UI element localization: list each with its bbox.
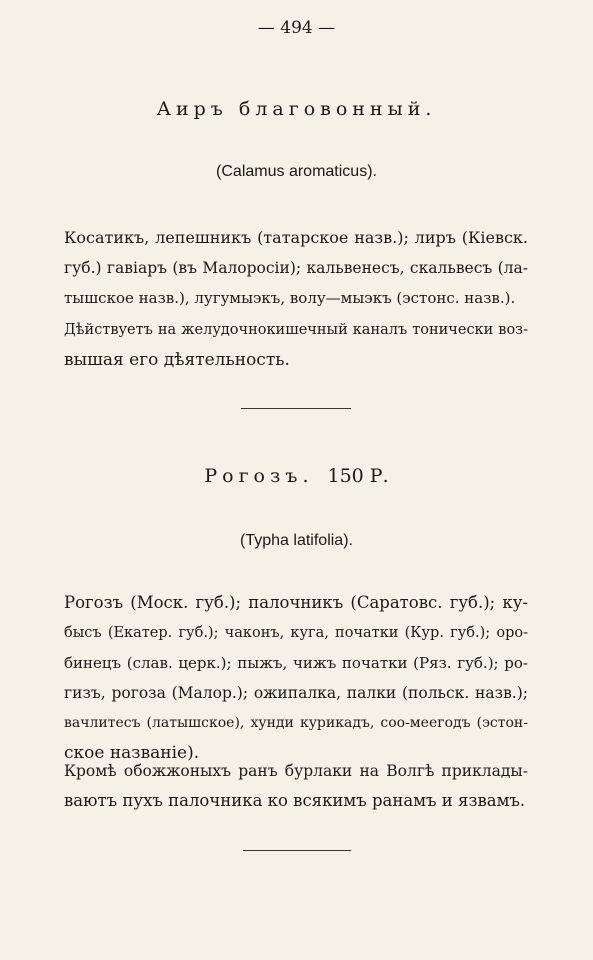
paragraph-rogoz-use: [64, 756, 528, 816]
text-line: Дѣйствуетъ на желудочнокишечный каналъ тонически воз-: [64, 322, 528, 338]
text-line: вачлитесъ (латышское), хунди курикадъ, соо-меегодъ (эстон-: [64, 715, 528, 731]
text-line: губ.) гавіаръ (въ Малоросіи); кальвенесъ, скальвесъ (ла-: [64, 259, 528, 277]
text-line: Кромѣ обожжоныхъ ранъ бурлаки на Волгѣ приклады-: [64, 762, 528, 780]
paragraph-air-action: [64, 315, 528, 375]
latin-name-typha: (Typha latifolia).: [240, 532, 353, 549]
latin-name-calamus: (Calamus aromaticus).: [216, 163, 377, 180]
section-divider: [243, 850, 351, 851]
text-line: ваютъ пухъ палочника ко всякимъ ранамъ и язвамъ.: [64, 791, 526, 810]
section-title-text: Рогозъ.: [204, 465, 314, 487]
page-number: — 494 —: [257, 18, 336, 38]
text-line: тышское назв.), лугумыэкъ, волу—мыэкъ (эстонс. назв.).: [64, 289, 516, 307]
text-line: бинецъ (слав. церк.); пыжъ, чижъ початки (Ряз. губ.); ро-: [64, 654, 528, 672]
text-line: ское названіе).: [64, 743, 200, 763]
text-line: гизъ, рогоза (Малор.); ожипалка, палки (польск. назв.);: [64, 684, 528, 702]
paragraph-rogoz-names: [64, 588, 528, 768]
text-line: Косатикъ, лепешникъ (татарское назв.); лиръ (Кіевск.: [64, 228, 528, 247]
paragraph-air-names: [64, 223, 528, 313]
section-title-rogoz: [0, 465, 593, 487]
section-title-number: 150 Р.: [327, 465, 389, 487]
text-line: вышая его дѣятельность.: [64, 350, 290, 370]
text-line: Рогозъ (Моск. губ.); палочникъ (Саратовс. губ.); ку-: [64, 593, 528, 612]
text-line: бысъ (Екатер. губ.); чаконъ, куга, початки (Кур. губ.); оро-: [64, 625, 528, 641]
section-title-air: Аиръ благовонный.: [156, 98, 437, 120]
section-divider: [241, 408, 351, 409]
